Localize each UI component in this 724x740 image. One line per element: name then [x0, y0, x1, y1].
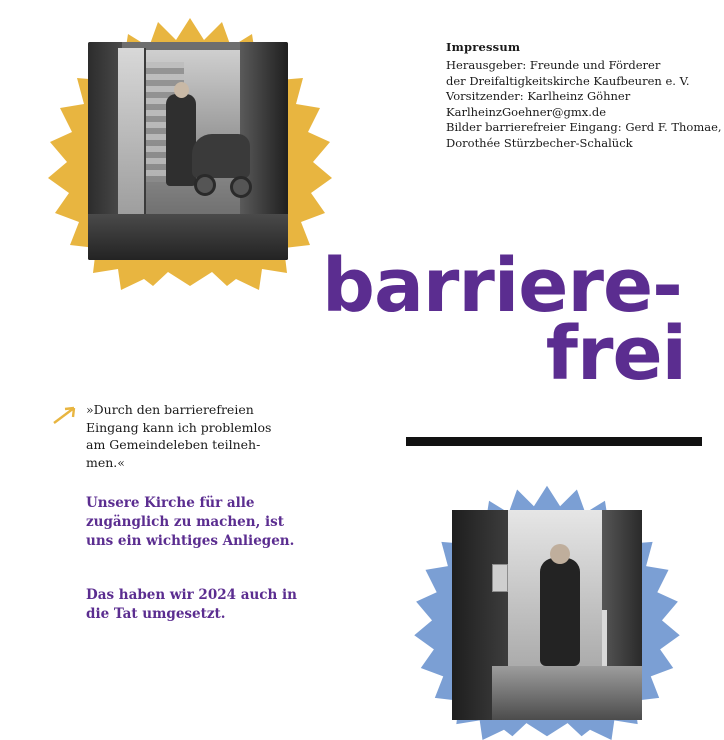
- photo-detail: [540, 558, 580, 666]
- photo-top-image: [88, 42, 288, 260]
- impressum-line: Bilder barrierefreier Eingang: Gerd F. Thomae,: [446, 120, 722, 134]
- photo-detail: [88, 214, 288, 260]
- impressum-line: der Dreifaltigkeitskirche Kaufbeuren e. V.: [446, 73, 690, 88]
- impressum-email: KarlheinzGoehner@gmx.de: [446, 104, 607, 119]
- arrow-right-icon: [52, 404, 78, 426]
- body-paragraph-2: Das haben wir 2024 auch in die Tat umgesetzt.: [86, 587, 297, 622]
- headline-line-2: frei: [545, 311, 686, 398]
- photo-detail: [194, 174, 216, 196]
- photo-detail: [492, 564, 508, 592]
- photo-detail: [230, 176, 252, 198]
- photo-detail: [492, 666, 642, 720]
- divider-rule: [406, 437, 702, 446]
- photo-bottom-image: [452, 510, 642, 720]
- photo-detail: [174, 82, 189, 98]
- impressum-title: Impressum: [446, 40, 521, 54]
- impressum-line: Dorothée Stürzbecher-Schalück: [446, 135, 633, 150]
- headline-line-1: barriere-: [322, 243, 682, 329]
- page-title: [322, 243, 714, 398]
- impressum-line: Vorsitzender: Karlheinz Göhner: [446, 89, 631, 103]
- pull-quote: »Durch den barrierefreien Eingang kann ich problemlos am Gemeindeleben teilnehmen.«: [86, 402, 272, 470]
- impressum-line: Herausgeber: Freunde und Förderer: [446, 58, 661, 72]
- photo-detail: [118, 48, 146, 226]
- body-paragraph-1: Unsere Kirche für alle zugänglich zu machen, ist uns ein wichtiges Anliegen.: [86, 495, 295, 549]
- impressum-block: [446, 40, 722, 151]
- photo-detail: [192, 134, 250, 178]
- photo-detail: [550, 544, 570, 564]
